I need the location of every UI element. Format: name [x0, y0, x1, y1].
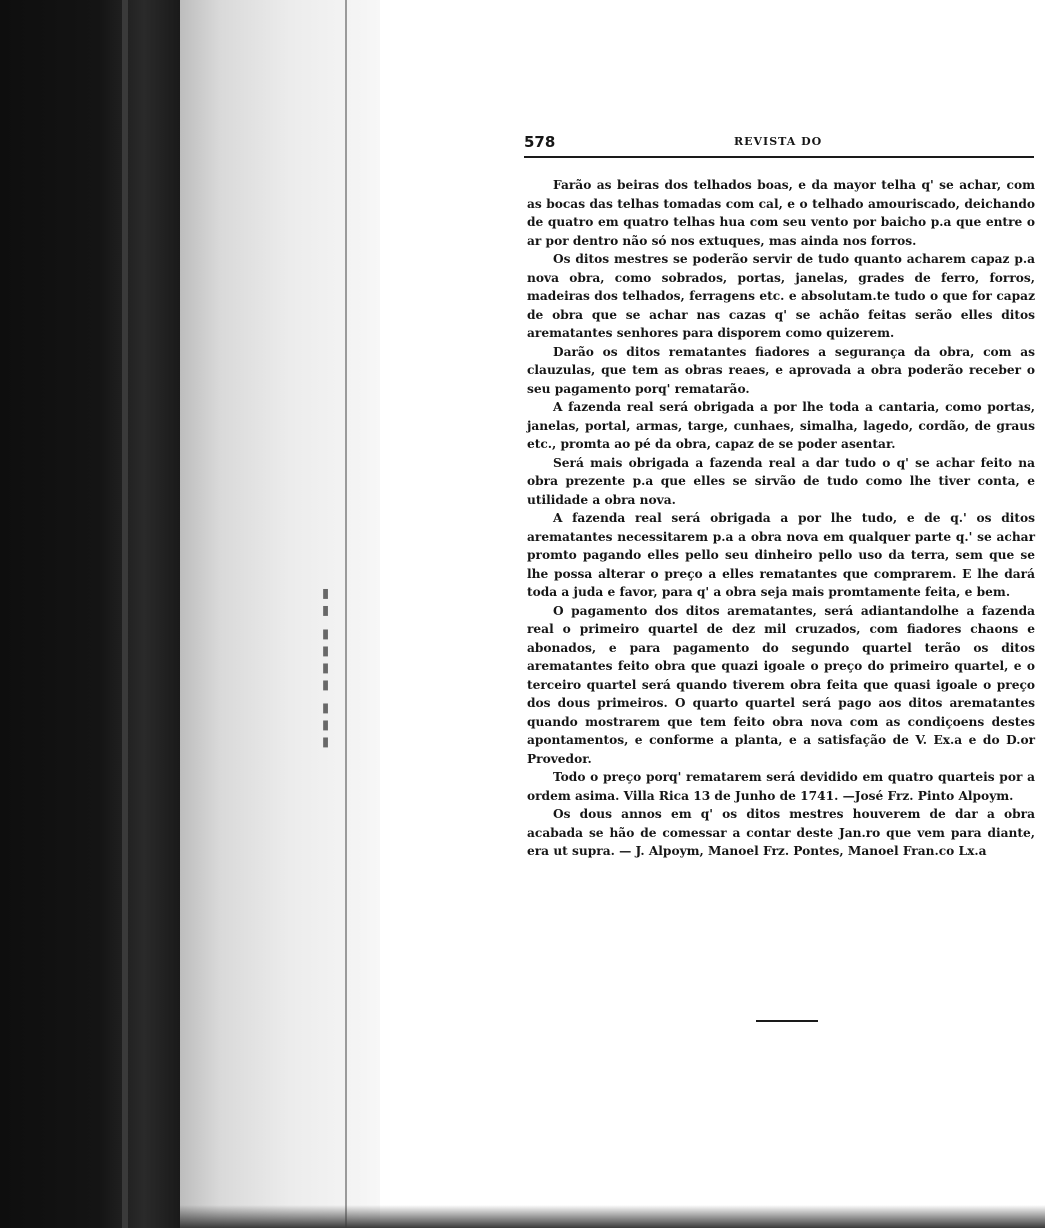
library-stamp: ▮▮▮ ▮▮▮▮ ▮▮ [318, 584, 333, 750]
book-binding [0, 0, 180, 1228]
paragraph: Farão as beiras dos telhados boas, e da mayor telha q' se achar, com as bocas das telhas tomadas com cal, e o telhado amouriscado, deichando de quatro em quatro telhas hua com seu vento por baicho p.a que entre o ar por dentro não só nos extuques, mas ainda nos forros. [527, 178, 1035, 248]
paragraph: A fazenda real será obrigada a por lhe toda a cantaria, como portas, janelas, portal, armas, targe, cunhaes, simalha, lagedo, cordão, de graus etc., promta ao pé da obra, capaz de se poder asentar. [527, 400, 1035, 451]
paragraph: Todo o preço porq' rematarem será devidido em quatro quarteis por a ordem asima. Villa Rica 13 de Junho de 1741. —José Frz. Pinto Alpoym. [527, 770, 1035, 803]
paragraph: A fazenda real será obrigada a por lhe tudo, e de q.' os ditos arematantes necessitarem p.a a obra nova em qualquer parte q.' se achar promto pagando elles pello seu dinheiro pello uso da terra, sem que se lhe possa alterar o preço a elles rematantes que comprarem. E lhe dará toda a juda e favor, para q' a obra seja mais promtamente feita, e bem. [527, 511, 1035, 599]
paragraph: O pagamento dos ditos arematantes, será adiantandolhe a fazenda real o primeiro quartel de dez mil cruzados, com fiadores chaons e abonados, e para pagamento do segundo quartel terão os ditos arematantes feito obra que quazi igoale o preço do primeiro quartel, e o terceiro quartel será quando tiverem obra feita que quasi igoale o preço dos dous primeiros. O quarto quartel será pago aos ditos arematantes quando mostrarem que tem feito obra nova com as condiçoens destes apontamentos, e conforme a planta, e a satisfação de V. Ex.a e do D.or Provedor. [527, 603, 1035, 766]
bottom-shadow [180, 1205, 1045, 1228]
paragraph: Será mais obrigada a fazenda real a dar tudo o q' se achar feito na obra prezente p.a que elles se sirvão de tudo como lhe tiver conta, e utilidade a obra nova. [527, 455, 1035, 507]
paragraph: Os dous annos em q' os ditos mestres houverem de dar a obra acabada se hão de comessar a contar deste Jan.ro que vem para diante, era ut supra. — J. Alpoym, Manoel Frz. Pontes, Manoel Fran.co Lx.a [527, 807, 1035, 858]
page-header [524, 133, 1034, 155]
running-head: REVISTA DO [734, 135, 823, 148]
body-text [527, 176, 1035, 861]
header-rule [524, 156, 1034, 158]
paragraph: Os ditos mestres se poderão servir de tudo quanto acharem capaz p.a nova obra, como sobrados, portas, janelas, grades de ferro, forros, madeiras dos telhados, ferragens etc. e absolutam.te tudo o que for capaz de obra que se achar nas cazas q' se achão feitas serão elles ditos arematantes senhores para disporem como quizerem. [527, 252, 1035, 340]
page-number: 578 [524, 133, 556, 151]
end-rule [756, 1020, 818, 1022]
binding-edge [122, 0, 128, 1228]
paragraph: Darão os ditos rematantes fiadores a segurança da obra, com as clauzulas, que tem as obras reaes, e aprovada a obra poderão receber o seu pagamento porq' rematarão. [527, 344, 1035, 396]
